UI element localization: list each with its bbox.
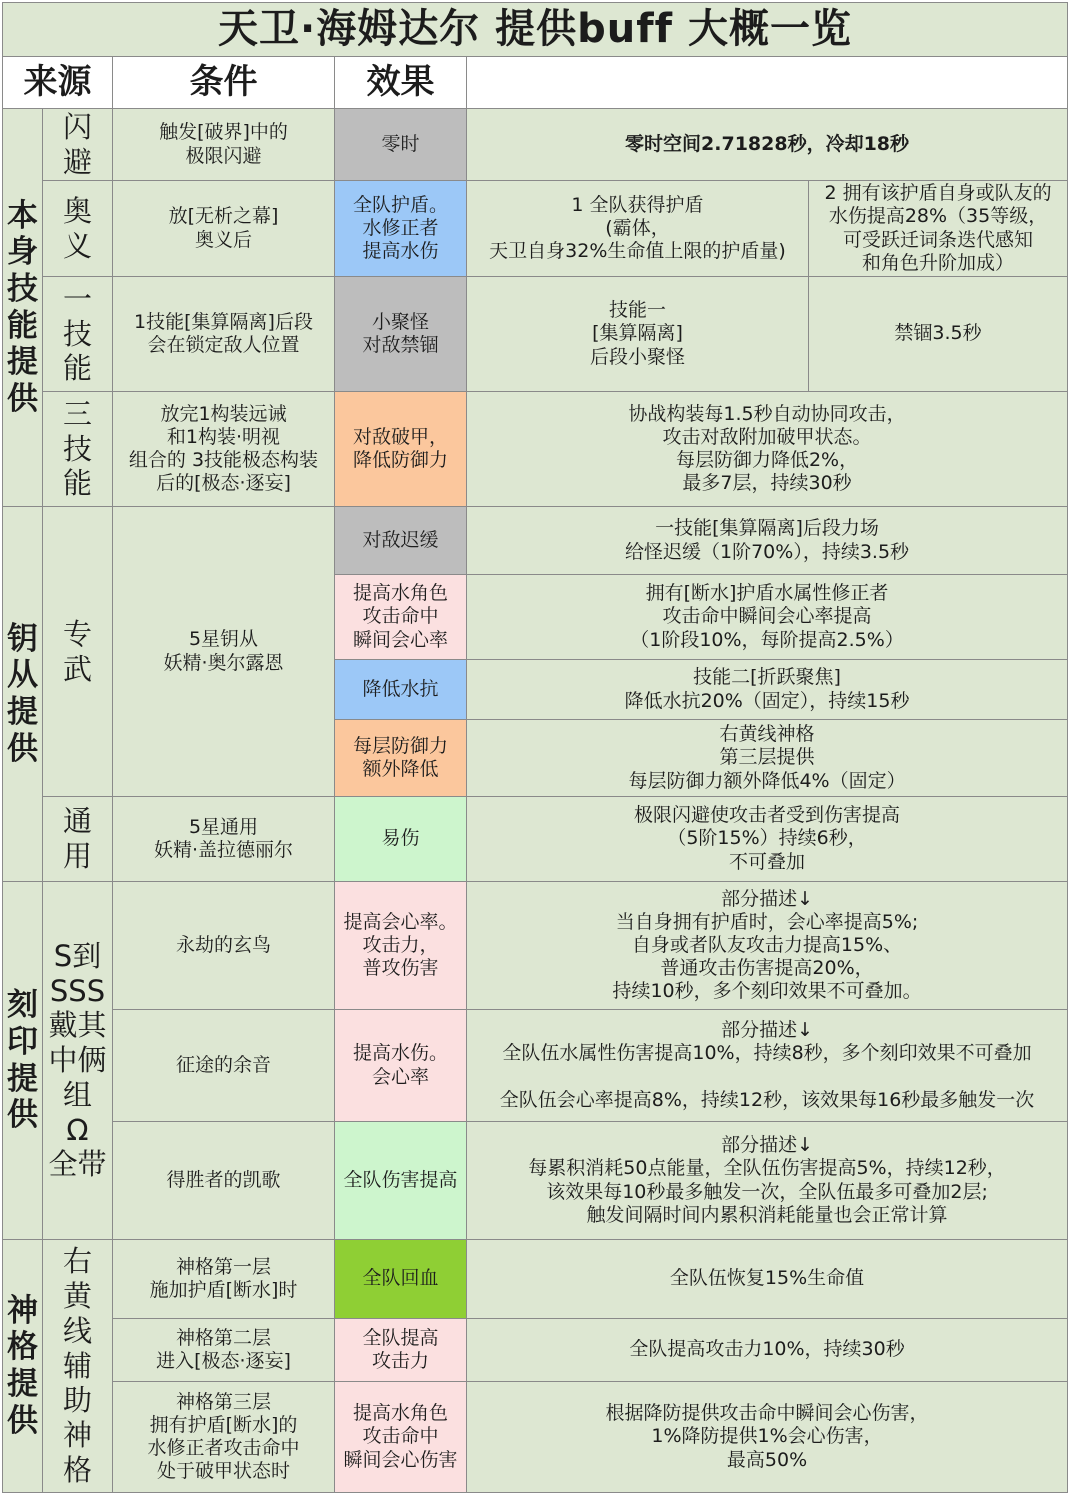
- detail-cell: 一技能[集算隔离]后段力场 给怪迟缓（1阶70%），持续3.5秒: [467, 507, 1068, 575]
- sub-exclusive: 专 武: [43, 507, 113, 797]
- condition-cell: 永劫的玄鸟: [113, 882, 335, 1010]
- detail-cell: 协战构装每1.5秒自动协同攻击， 攻击对敌附加破甲状态。 每层防御力降低2%， 最多7层，持续30秒: [467, 392, 1068, 507]
- source-seal: 刻 印 提 供: [3, 882, 43, 1240]
- effect-cell: 提高水角色 攻击命中 瞬间会心伤害: [335, 1382, 467, 1493]
- detail-cell: 2 拥有该护盾自身或队友的 水伤提高28%（35等级， 可受跃迁词条迭代感知 和角色升阶加成）: [809, 181, 1068, 277]
- header-effect: 效果: [335, 57, 467, 109]
- detail-cell: 部分描述↓ 每累积消耗50点能量，全队伍伤害提高5%，持续12秒， 该效果每10秒最多触发一次，全队伍最多可叠加2层; 触发间隔时间内累积消耗能量也会正常计算: [467, 1122, 1068, 1240]
- source-divine: 神 格 提 供: [3, 1240, 43, 1493]
- source-pet: 钥 从 提 供: [3, 507, 43, 882]
- condition-cell: 神格第三层 拥有护盾[断水]的 水修正者攻击命中 处于破甲状态时: [113, 1382, 335, 1493]
- detail-cell: 拥有[断水]护盾水属性修正者 攻击命中瞬间会心率提高 （1阶段10%，每阶提高2.5%）: [467, 575, 1068, 660]
- effect-cell: 对敌迟缓: [335, 507, 467, 575]
- detail-cell: 全队伍恢复15%生命值: [467, 1240, 1068, 1319]
- effect-cell: 每层防御力 额外降低: [335, 720, 467, 797]
- condition-cell: 征途的余音: [113, 1010, 335, 1122]
- condition-cell: 神格第二层 进入[极态·逐妄]: [113, 1319, 335, 1382]
- effect-cell: 全队护盾。 水修正者 提高水伤: [335, 181, 467, 277]
- effect-cell: 小聚怪 对敌禁锢: [335, 277, 467, 392]
- condition-cell: 5星钥从 妖精·奥尔露恩: [113, 507, 335, 797]
- effect-cell: 降低水抗: [335, 660, 467, 720]
- effect-cell: 全队提高 攻击力: [335, 1319, 467, 1382]
- header-condition: 条件: [113, 57, 335, 109]
- sub-general: 通 用: [43, 797, 113, 882]
- effect-cell: 零时: [335, 109, 467, 181]
- condition-cell: 神格第一层 施加护盾[断水]时: [113, 1240, 335, 1319]
- page-title: 天卫·海姆达尔 提供buff 大概一览: [3, 3, 1068, 57]
- source-self: 本 身 技 能 提 供: [3, 109, 43, 507]
- effect-cell: 全队回血: [335, 1240, 467, 1319]
- effect-cell: 对敌破甲， 降低防御力: [335, 392, 467, 507]
- sub-ult: 奥 义: [43, 181, 113, 277]
- sub-dodge: 闪 避: [43, 109, 113, 181]
- effect-cell: 提高水伤。 会心率: [335, 1010, 467, 1122]
- condition-cell: 得胜者的凯歌: [113, 1122, 335, 1240]
- header-detail: [467, 57, 1068, 109]
- detail-cell: 技能一 [集算隔离] 后段小聚怪: [467, 277, 809, 392]
- condition-cell: 5星通用 妖精·盖拉德丽尔: [113, 797, 335, 882]
- sub-skill3: 三 技 能: [43, 392, 113, 507]
- detail-cell: 部分描述↓ 全队伍水属性伤害提高10%，持续8秒，多个刻印效果不可叠加 全队伍会心率提高8%，持续12秒，该效果每16秒最多触发一次: [467, 1010, 1068, 1122]
- effect-cell: 提高水角色 攻击命中 瞬间会心率: [335, 575, 467, 660]
- condition-cell: 放[无析之幕] 奥义后: [113, 181, 335, 277]
- detail-cell: 禁锢3.5秒: [809, 277, 1068, 392]
- effect-cell: 易伤: [335, 797, 467, 882]
- condition-cell: 1技能[集算隔离]后段 会在锁定敌人位置: [113, 277, 335, 392]
- sub-skill1: 一 技 能: [43, 277, 113, 392]
- detail-cell: 右黄线神格 第三层提供 每层防御力额外降低4%（固定）: [467, 720, 1068, 797]
- detail-cell: 技能二[折跃聚焦] 降低水抗20%（固定），持续15秒: [467, 660, 1068, 720]
- detail-cell: 部分描述↓ 当自身拥有护盾时，会心率提高5%; 自身或者队友攻击力提高15%、 普通攻击伤害提高20%， 持续10秒，多个刻印效果不可叠加。: [467, 882, 1068, 1010]
- effect-cell: 提高会心率。 攻击力， 普攻伤害: [335, 882, 467, 1010]
- header-source: 来源: [3, 57, 113, 109]
- detail-cell: 1 全队获得护盾 (霸体， 天卫自身32%生命值上限的护盾量): [467, 181, 809, 277]
- sub-divine-line: 右 黄 线 辅 助 神 格: [43, 1240, 113, 1493]
- sub-seal-group: S到 SSS 戴其 中俩 组 Ω 全带: [43, 882, 113, 1240]
- condition-cell: 触发[破界]中的 极限闪避: [113, 109, 335, 181]
- detail-cell: 根据降防提供攻击命中瞬间会心伤害， 1%降防提供1%会心伤害， 最高50%: [467, 1382, 1068, 1493]
- condition-cell: 放完1构装远诫 和1构装·明视 组合的 3技能极态构装 后的[极态·逐妄]: [113, 392, 335, 507]
- buff-table: [2, 2, 1068, 1493]
- detail-cell: 极限闪避使攻击者受到伤害提高 （5阶15%）持续6秒， 不可叠加: [467, 797, 1068, 882]
- detail-cell: 全队提高攻击力10%，持续30秒: [467, 1319, 1068, 1382]
- detail-cell: 零时空间2.71828秒，冷却18秒: [467, 109, 1068, 181]
- effect-cell: 全队伤害提高: [335, 1122, 467, 1240]
